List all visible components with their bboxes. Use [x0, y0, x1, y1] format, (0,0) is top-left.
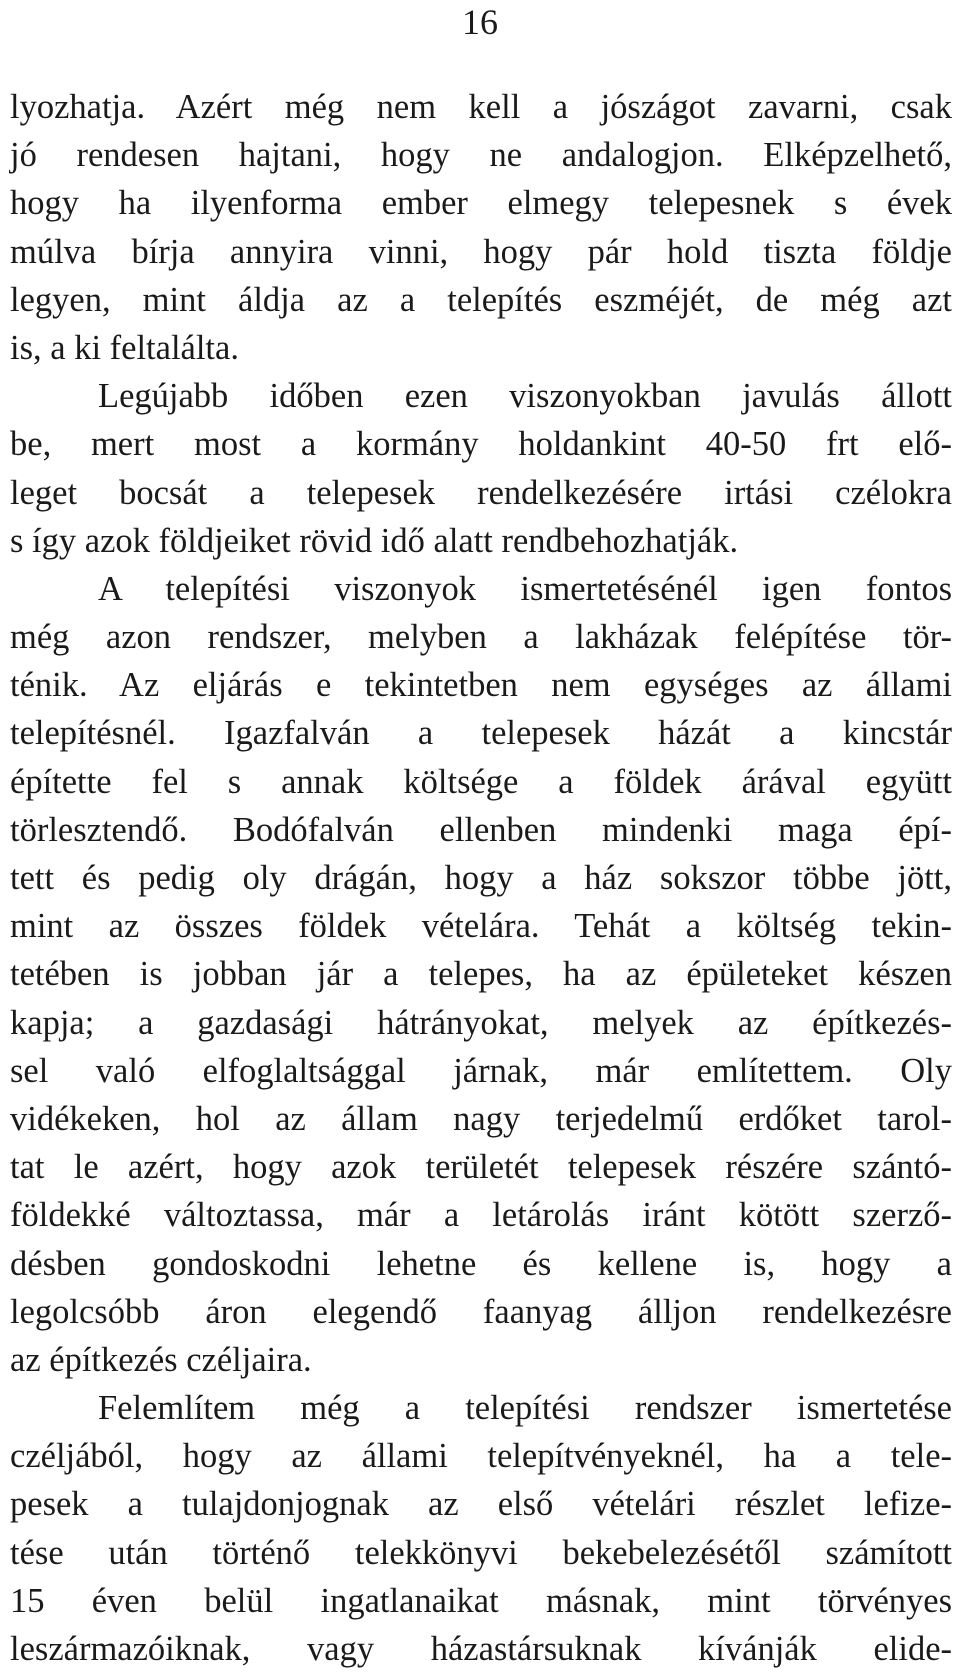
text-line: kapja; a gazdasági hátrányokat, melyek az építkezés-	[10, 1003, 952, 1042]
text-line: leget bocsát a telepesek rendelkezésére irtási czélokra	[10, 473, 952, 512]
text-line: désben gondoskodni lehetne és kellene is, hogy a	[10, 1244, 952, 1283]
text-line: Legújabb időben ezen viszonyokban javulás állott	[98, 377, 952, 416]
text-line: jó rendesen hajtani, hogy ne andalogjon. Elképzelhető,	[10, 136, 952, 175]
text-line: legyen, mint áldja az a telepítés eszméjét, de még azt	[10, 280, 952, 319]
text-line: tése után történő telekkönyvi bekebelezésétől számított	[10, 1533, 952, 1572]
text-line: leszármazóiknak, vagy házastársuknak kívánják elide-	[10, 1630, 952, 1668]
text-line: pesek a tulajdonjognak az első vételári részlet lefize-	[10, 1485, 952, 1524]
text-line: s így azok földjeiket rövid idő alatt rendbehozhatják.	[10, 521, 739, 560]
text-line: mint az összes földek vételára. Tehát a költség tekin-	[10, 907, 952, 946]
text-line: tett és pedig oly drágán, hogy a ház sokszor többe jött,	[10, 859, 952, 897]
text-line: sel való elfoglaltsággal járnak, már említettem. Oly	[10, 1051, 952, 1090]
text-line: be, mert most a kormány holdankint 40-50 frt elő-	[10, 425, 952, 464]
text-line: az építkezés czéljaira.	[10, 1340, 312, 1379]
text-line: még azon rendszer, melyben a lakházak felépítése tör-	[10, 618, 952, 657]
text-line: telepítésnél. Igazfalván a telepesek házát a kincstár	[10, 714, 952, 753]
text-line: földekké változtassa, már a letárolás iránt kötött szerző-	[10, 1196, 952, 1235]
text-line: is, a ki feltalálta.	[10, 328, 239, 367]
text-line: vidékeken, hol az állam nagy terjedelmű erdőket tarol-	[10, 1099, 952, 1138]
text-line: czéljából, hogy az állami telepítvényeknél, ha a tele-	[10, 1437, 952, 1476]
text-line: lyozhatja. Azért még nem kell a jószágot zavarni, csak	[10, 88, 952, 126]
text-line: törlesztendő. Bodófalván ellenben mindenki maga épí-	[10, 810, 952, 849]
text-line: A telepítési viszonyok ismertetésénél igen fontos	[98, 569, 952, 608]
text-line: legolcsóbb áron elegendő faanyag álljon rendelkezésre	[10, 1292, 952, 1331]
text-line: építette fel s annak költsége a földek árával együtt	[10, 762, 952, 801]
text-line: tetében is jobban jár a telepes, ha az épületeket készen	[10, 955, 952, 994]
page-number: 16	[462, 2, 498, 42]
text-line: ténik. Az eljárás e tekintetben nem egységes az állami	[10, 666, 952, 705]
text-line: tat le azért, hogy azok területét telepesek részére szántó-	[10, 1148, 952, 1187]
text-line: 15 éven belül ingatlanaikat másnak, mint törvényes	[10, 1581, 952, 1620]
text-line: múlva bírja annyira vinni, hogy pár hold tiszta földje	[10, 232, 952, 271]
text-line: Felemlítem még a telepítési rendszer ismertetése	[98, 1389, 952, 1428]
text-line: hogy ha ilyenforma ember elmegy telepesnek s évek	[10, 184, 952, 223]
body-text	[10, 83, 952, 1673]
